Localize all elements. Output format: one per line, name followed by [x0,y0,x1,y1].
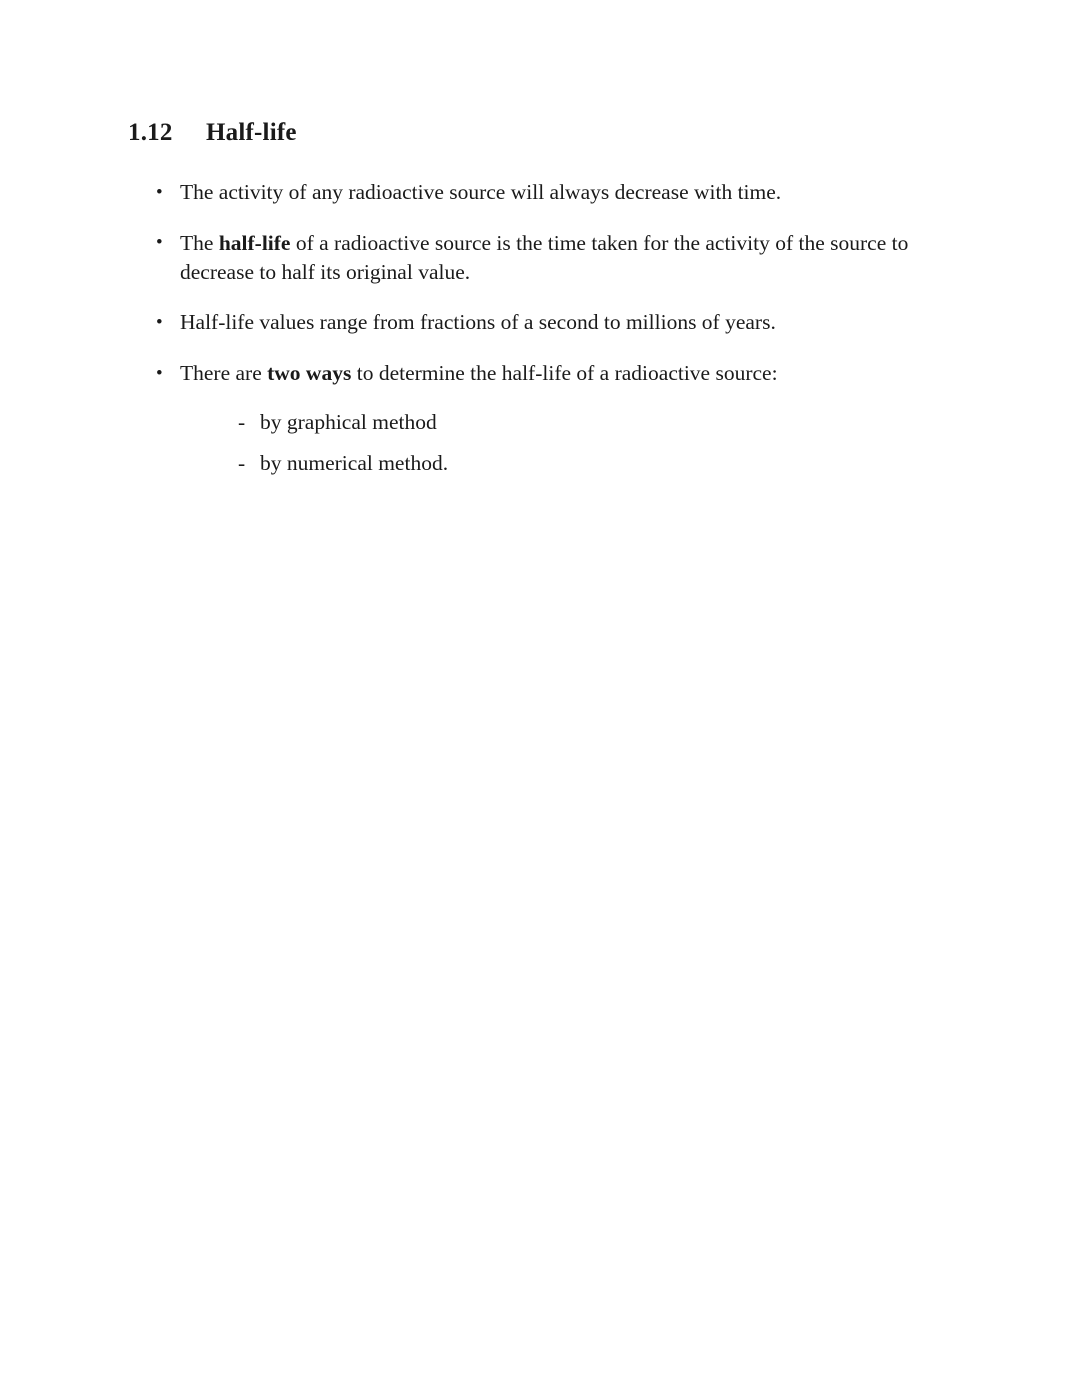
bullet-icon: • [156,232,163,254]
bullet-text-4a: There are [180,361,268,386]
section-heading [128,118,958,148]
bullet-text-4b-bold: two ways [267,361,352,386]
section-title: Half-life [206,119,297,146]
bullet-text-4c: to determine the half-life of a radioactive source: [351,361,778,386]
list-item [128,359,958,477]
sub-list-text-2: by numerical method. [260,450,449,475]
dash-marker: - [238,450,246,475]
sub-list-item [180,449,958,478]
list-item [128,308,958,337]
sub-list-text-1: by graphical method [260,409,437,434]
bullet-list [128,178,958,478]
bullet-text-2c: of a radioactive source is the time taken for the activity of the source to decrease to half its original value. [180,230,914,284]
bullet-text-2b-bold: half-life [218,230,291,255]
bullet-text-2a: The [180,230,219,255]
section-number: 1.12 [128,119,173,146]
bullet-text-1: The activity of any radioactive source will always decrease with time. [180,180,782,204]
list-item [128,229,958,287]
sub-list [180,408,958,478]
page-content [128,118,958,490]
sub-list-item [180,408,958,437]
bullet-text-3: Half-life values range from fractions of a second to millions of years. [180,310,776,335]
bullet-icon: • [156,181,163,203]
list-item [128,178,958,207]
dash-marker: - [238,409,246,434]
bullet-icon: • [156,311,163,333]
bullet-icon: • [156,362,163,384]
